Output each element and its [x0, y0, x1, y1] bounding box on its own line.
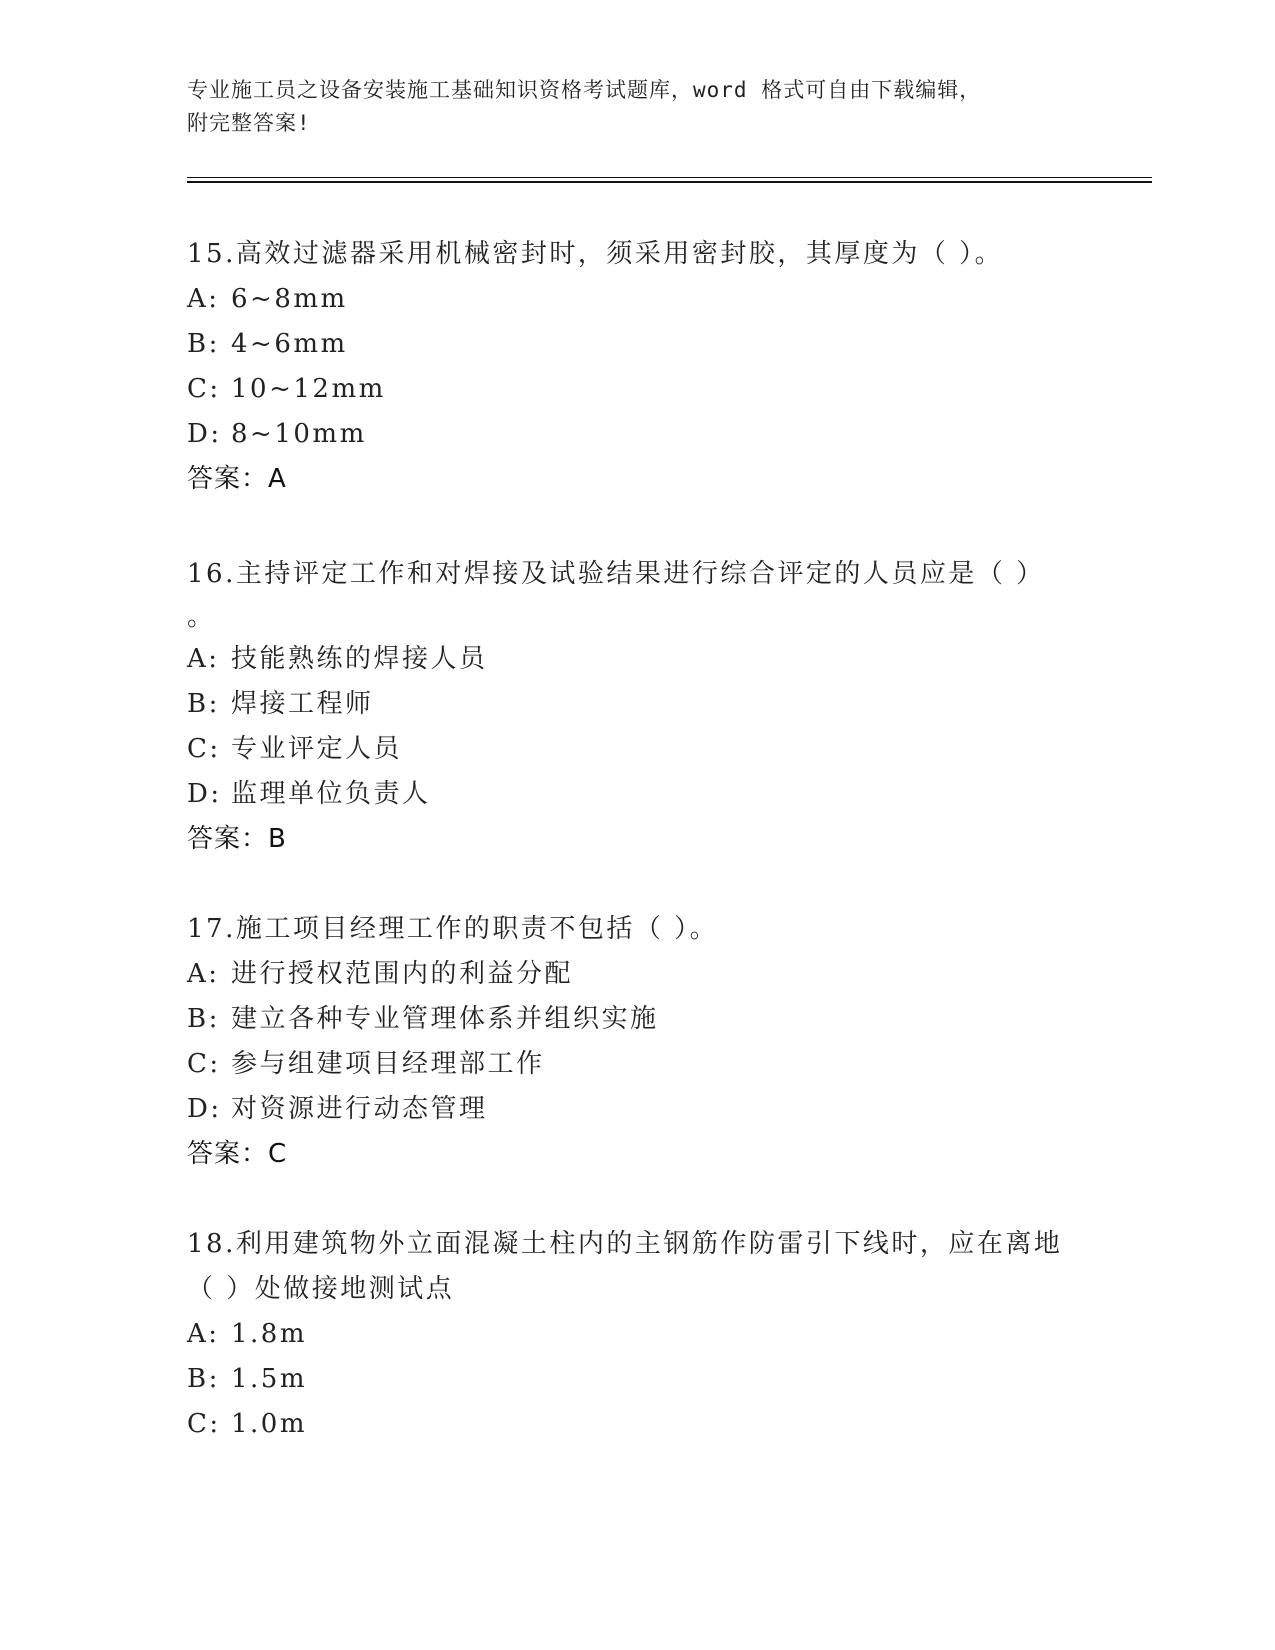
option-letter: B: [187, 689, 220, 719]
option-text: 4~6mm [231, 329, 348, 359]
answer-label: 答案：A [187, 464, 287, 494]
header-line-1: 专业施工员之设备安装施工基础知识资格考试题库，word 格式可自由下载编辑， [187, 78, 982, 102]
option-text: 建立各种专业管理体系并组织实施 [231, 1004, 659, 1034]
option-letter: B: [187, 1004, 220, 1034]
option-letter: A: [187, 1319, 220, 1349]
option-text: 专业评定人员 [231, 734, 403, 764]
question-text: 15.高效过滤器采用机械密封时，须采用密封胶，其厚度为（ ）。 [187, 239, 1004, 269]
option-d [187, 412, 1087, 457]
option-letter: D: [187, 779, 222, 809]
question-text-continued: （ ）处做接地测试点 [187, 1274, 455, 1304]
option-letter: C: [187, 374, 221, 404]
question-text: 17.施工项目经理工作的职责不包括（ ）。 [187, 914, 719, 944]
question-text-continued: 。 [187, 602, 216, 632]
option-text: 监理单位负责人 [231, 779, 431, 809]
option-letter: B: [187, 1364, 220, 1394]
option-d [187, 1087, 1087, 1132]
question-17 [187, 907, 1087, 1177]
document-header [187, 74, 1087, 140]
option-text: 进行授权范围内的利益分配 [231, 959, 574, 989]
option-letter: C: [187, 734, 221, 764]
option-letter: C: [187, 1049, 221, 1079]
option-c [187, 1042, 1087, 1087]
option-text: 技能熟练的焊接人员 [231, 644, 488, 674]
option-text: 对资源进行动态管理 [231, 1094, 488, 1124]
answer-label: 答案：C [187, 1139, 288, 1169]
question-15 [187, 232, 1087, 502]
answer-label: 答案：B [187, 824, 287, 854]
option-b [187, 682, 1087, 727]
option-letter: D: [187, 1094, 222, 1124]
option-text: 参与组建项目经理部工作 [231, 1049, 545, 1079]
option-text: 1.0m [231, 1409, 308, 1439]
option-a [187, 952, 1087, 997]
question-text: 18.利用建筑物外立面混凝土柱内的主钢筋作防雷引下线时，应在离地 [187, 1229, 1063, 1259]
option-text: 8~10mm [231, 419, 367, 449]
option-d [187, 772, 1087, 817]
option-text: 6~8mm [231, 284, 348, 314]
question-18 [187, 1222, 1087, 1447]
header-line-2: 附完整答案! [187, 111, 311, 135]
question-text: 16.主持评定工作和对焊接及试验结果进行综合评定的人员应是（ ） [187, 559, 1045, 589]
option-letter: B: [187, 329, 220, 359]
question-16 [187, 552, 1087, 862]
option-c [187, 1402, 1087, 1447]
option-b [187, 1357, 1087, 1402]
option-c [187, 727, 1087, 772]
option-text: 1.8m [231, 1319, 308, 1349]
option-text: 焊接工程师 [231, 689, 374, 719]
option-text: 1.5m [231, 1364, 308, 1394]
header-divider-top [187, 177, 1152, 178]
option-c [187, 367, 1087, 412]
header-divider-bottom [187, 181, 1152, 183]
option-a [187, 277, 1087, 322]
option-a [187, 1312, 1087, 1357]
option-text: 10~12mm [231, 374, 386, 404]
option-b [187, 997, 1087, 1042]
option-b [187, 322, 1087, 367]
option-a [187, 637, 1087, 682]
option-letter: A: [187, 284, 220, 314]
option-letter: C: [187, 1409, 221, 1439]
option-letter: D: [187, 419, 222, 449]
option-letter: A: [187, 644, 220, 674]
option-letter: A: [187, 959, 220, 989]
